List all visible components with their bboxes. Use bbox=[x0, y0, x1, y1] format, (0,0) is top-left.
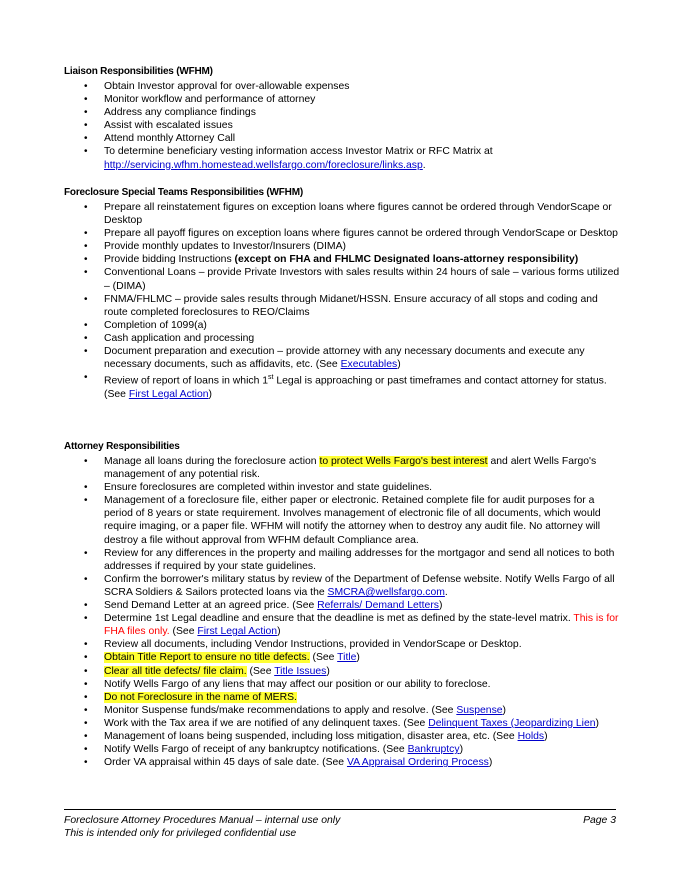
special-teams-heading: Foreclosure Special Teams Responsibilities (WFHM) bbox=[64, 187, 303, 198]
highlight: to protect Wells Fargo's best interest bbox=[319, 456, 488, 467]
special-teams-list bbox=[64, 201, 624, 401]
list-item: • Determine 1st Legal deadline and ensure that the deadline is met as defined by the state-level matrix. This is for FHA files only. (See First Legal Action) bbox=[84, 613, 619, 638]
liaison-section bbox=[64, 65, 624, 172]
first-legal-action-link[interactable]: First Legal Action bbox=[128, 388, 209, 400]
smcra-email-link[interactable]: SMCRA@wellsfargo.com bbox=[327, 586, 445, 598]
title-link[interactable]: Title bbox=[337, 652, 357, 664]
attorney-section bbox=[64, 440, 624, 769]
list-item: • Monitor Suspense funds/make recommendations to apply and resolve. (See Suspense) bbox=[84, 704, 507, 716]
list-item: • Management of loans being suspended, including loss mitigation, disaster area, etc. (See Holds) bbox=[84, 730, 548, 742]
list-item: • Clear all title defects/ file claim. (See Title Issues) bbox=[84, 665, 330, 677]
attorney-list bbox=[64, 455, 624, 769]
special-teams-section bbox=[64, 186, 624, 401]
highlight: Obtain Title Report to ensure no title defects. bbox=[104, 652, 310, 664]
list-item: • Cash application and processing bbox=[84, 332, 255, 344]
highlight: Do not Foreclosure in the name of MERS. bbox=[104, 691, 297, 703]
list-item: • Review for any differences in the property and mailing addresses for the mortgagor and send all notices to both addresses if required by your state guidelines. bbox=[84, 547, 615, 572]
va-appraisal-link[interactable]: VA Appraisal Ordering Process bbox=[346, 757, 489, 769]
first-legal-action-link[interactable]: First Legal Action bbox=[197, 626, 278, 638]
attorney-heading: Attorney Responsibilities bbox=[64, 441, 180, 452]
list-item: • Confirm the borrower's military status by review of the Department of Defense website. Notify Wells Fargo of all SCRA Soldiers & Sailors protected loans via the SMCRA@wellsfargo.com. bbox=[84, 573, 615, 598]
matrix-link[interactable]: http://servicing.wfhm.homestead.wellsfargo.com/foreclosure/links.asp bbox=[104, 159, 423, 171]
list-item: • Review all documents, including Vendor Instructions, provided in VendorScape or Desktop. bbox=[84, 639, 522, 651]
list-item: • Prepare all reinstatement figures on exception loans where figures cannot be ordered through VendorScape or Desktop bbox=[84, 202, 612, 227]
list-item: • Do not Foreclosure in the name of MERS. bbox=[84, 691, 297, 703]
list-item: • Conventional Loans – provide Private Investors with sales results within 24 hours of sale – various forms utilized – (DIMA) bbox=[84, 267, 620, 292]
list-item: • Attend monthly Attorney Call bbox=[84, 133, 236, 145]
highlight: Clear all title defects/ file claim. bbox=[104, 665, 247, 677]
list-item: • Obtain Investor approval for over-allowable expenses bbox=[84, 81, 350, 92]
executables-link[interactable]: Executables bbox=[340, 359, 398, 371]
list-item: • Document preparation and execution – provide attorney with any necessary documents and execute any necessary documents, such as affidavits, etc. (See Executables) bbox=[84, 346, 585, 371]
list-item: • Send Demand Letter at an agreed price. (See Referrals/ Demand Letters) bbox=[84, 600, 443, 612]
list-item: • Prepare all payoff figures on exception loans where figures cannot be ordered through VendorScape or Desktop bbox=[84, 228, 618, 240]
list-item: • Assist with escalated issues bbox=[84, 120, 233, 132]
list-item: • Notify Wells Fargo of any liens that may affect our position or our ability to foreclose. bbox=[84, 678, 491, 690]
list-item: • Order VA appraisal within 45 days of sale date. (See VA Appraisal Ordering Process) bbox=[84, 757, 493, 769]
page-footer bbox=[64, 814, 616, 840]
suspense-link[interactable]: Suspense bbox=[456, 704, 503, 716]
list-item: • Manage all loans during the foreclosure action to protect Wells Fargo's best interest and alert Wells Fargo's management of any potential risk. bbox=[84, 456, 597, 481]
footer-confidential: This is intended only for privileged confidential use bbox=[64, 828, 297, 839]
demand-letters-link[interactable]: Referrals/ Demand Letters bbox=[317, 600, 439, 612]
delinquent-taxes-link[interactable]: Delinquent Taxes (Jeopardizing Lien bbox=[428, 717, 596, 729]
bankruptcy-link[interactable]: Bankruptcy bbox=[407, 744, 460, 756]
list-item: • Completion of 1099(a) bbox=[84, 319, 207, 331]
title-issues-link[interactable]: Title Issues bbox=[274, 665, 327, 677]
list-item: • To determine beneficiary vesting information access Investor Matrix or RFC Matrix at http://servicing.wfhm.homestead.wellsfargo.com/foreclosure/links.asp. bbox=[84, 146, 493, 171]
list-item: • Work with the Tax area if we are notified of any delinquent taxes. (See Delinquent Taxes (Jeopardizing Lien) bbox=[84, 717, 600, 729]
page-number: Page 3 bbox=[583, 815, 616, 826]
list-item: • Ensure foreclosures are completed within investor and state guidelines. bbox=[84, 482, 433, 494]
list-item: • Address any compliance findings bbox=[84, 107, 256, 119]
list-item: • FNMA/FHLMC – provide sales results through Midanet/HSSN. Ensure accuracy of all stops and coding and route completed foreclosures to REO/Claims bbox=[84, 293, 598, 318]
list-item: • Notify Wells Fargo of receipt of any bankruptcy notifications. (See Bankruptcy) bbox=[84, 744, 464, 756]
list-item: • Provide bidding Instructions (except on FHA and FHLMC Designated loans-attorney responsibility) bbox=[84, 254, 579, 266]
holds-link[interactable]: Holds bbox=[517, 730, 545, 742]
footer-manual-title: Foreclosure Attorney Procedures Manual – internal use only bbox=[64, 815, 341, 826]
list-item: • Management of a foreclosure file, either paper or electronic. Retained complete file for audit purposes for a period of 8 years or state requirement. Involves management of electronic file of all documents, which would require imaging, or a paper file. WFHM will notify the attorney when to destroy any audit file. No attorney will destroy a file without approval from WFHM default Compliance area. bbox=[84, 495, 601, 546]
list-item: • Monitor workflow and performance of attorney bbox=[84, 94, 316, 106]
list-item: • Review of report of loans in which 1st Legal is approaching or past timeframes and contact attorney for status. (See First Legal Action) bbox=[84, 372, 607, 400]
footer-divider bbox=[64, 809, 616, 810]
liaison-heading: Liaison Responsibilities (WFHM) bbox=[64, 66, 213, 77]
list-item: • Provide monthly updates to Investor/Insurers (DIMA) bbox=[84, 241, 346, 253]
list-item: • Obtain Title Report to ensure no title defects. (See Title) bbox=[84, 652, 360, 664]
liaison-list bbox=[64, 80, 624, 172]
